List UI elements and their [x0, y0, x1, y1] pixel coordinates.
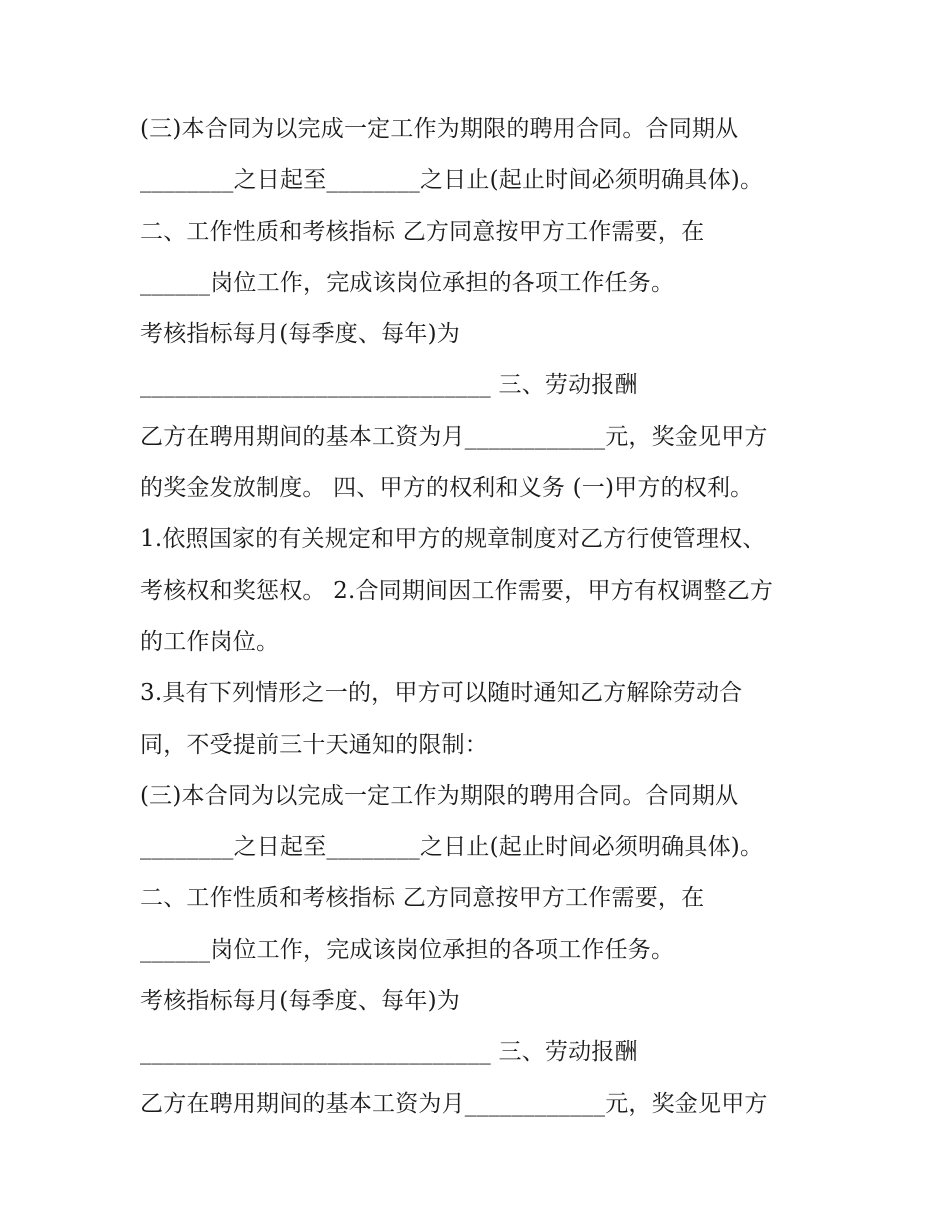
text-line: 乙方在聘用期间的基本工资为月____________元，奖金见甲方 — [140, 1090, 768, 1117]
text-line: 二、工作性质和考核指标 乙方同意按甲方工作需要，在 — [140, 885, 705, 912]
text-line: 二、工作性质和考核指标 乙方同意按甲方工作需要，在 — [140, 218, 705, 245]
text-line: 1.依照国家的有关规定和甲方的规章制度对乙方行使管理权、 — [140, 526, 766, 553]
text-line: 考核指标每月(每季度、每年)为 — [140, 321, 460, 348]
text-line: ______岗位工作，完成该岗位承担的各项工作任务。 — [140, 269, 675, 296]
text-line: 3.具有下列情形之一的，甲方可以随时通知乙方解除劳动合 — [140, 680, 743, 707]
text-line: (三)本合同为以完成一定工作为期限的聘用合同。合同期从 — [140, 782, 739, 809]
text-line: 同，不受提前三十天通知的限制： — [140, 731, 488, 758]
text-line: 考核指标每月(每季度、每年)为 — [140, 988, 460, 1015]
document-body — [140, 104, 820, 1130]
text-line: ______________________________ 三、劳动报酬 — [140, 372, 638, 399]
text-line: 的奖金发放制度。 四、甲方的权利和义务 (一)甲方的权利。 — [140, 475, 754, 502]
text-line: 考核权和奖惩权。 2.合同期间因工作需要，甲方有权调整乙方 — [140, 577, 774, 604]
text-line: 乙方在聘用期间的基本工资为月____________元，奖金见甲方 — [140, 423, 768, 450]
text-line: ________之日起至________之日止(起止时间必须明确具体)。 — [140, 834, 764, 861]
text-line: 的工作岗位。 — [140, 628, 280, 655]
text-line: ______岗位工作，完成该岗位承担的各项工作任务。 — [140, 936, 675, 963]
text-line: ________之日起至________之日止(起止时间必须明确具体)。 — [140, 167, 764, 194]
text-line: (三)本合同为以完成一定工作为期限的聘用合同。合同期从 — [140, 116, 739, 142]
text-line: ______________________________ 三、劳动报酬 — [140, 1039, 638, 1066]
